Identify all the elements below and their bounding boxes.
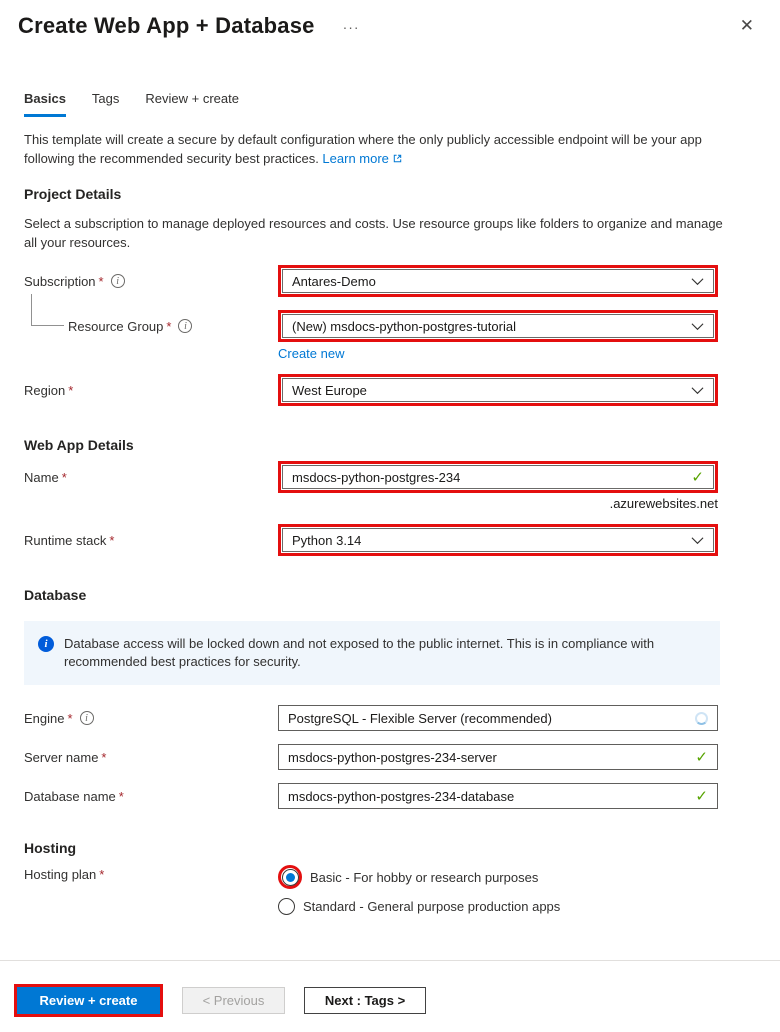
hosting-plan-options (278, 865, 718, 915)
wizard-tabs (24, 91, 780, 117)
subscription-label-group (24, 274, 278, 289)
close-icon[interactable]: ✕ (739, 16, 754, 35)
runtime-stack-value: Python 3.14 (292, 532, 362, 548)
name-label: Name * (24, 469, 67, 485)
info-filled-icon: i (38, 636, 54, 652)
hosting-plan-label: Hosting plan * (24, 867, 105, 882)
subscription-value: Antares-Demo (292, 273, 376, 289)
required-asterisk: * (61, 469, 67, 485)
chevron-down-icon (691, 274, 704, 289)
valid-check-icon: ✓ (691, 469, 704, 486)
hosting-plan-option-standard-label: Standard - General purpose production apps (303, 899, 561, 914)
hosting-plan-label-group (24, 867, 278, 882)
info-icon[interactable]: i (80, 711, 94, 725)
runtime-stack-row (24, 524, 780, 556)
database-name-field (278, 783, 718, 809)
domain-suffix-row (24, 496, 780, 511)
name-input-wrapper (282, 465, 714, 489)
previous-button[interactable]: < Previous (182, 987, 285, 1014)
valid-check-icon: ✓ (695, 788, 708, 805)
database-name-label-group (24, 789, 278, 804)
runtime-stack-field (278, 524, 718, 556)
engine-value: PostgreSQL - Flexible Server (recommended) (288, 710, 552, 726)
engine-row (24, 705, 780, 731)
region-field (278, 374, 718, 406)
chevron-down-icon (691, 319, 704, 334)
required-asterisk: * (166, 318, 172, 334)
project-details-heading: Project Details (24, 186, 122, 202)
chevron-down-icon (691, 383, 704, 398)
database-heading: Database (24, 587, 87, 603)
region-row (24, 374, 780, 406)
server-name-field (278, 744, 718, 770)
region-label-group (24, 383, 278, 398)
highlight-border (278, 310, 718, 342)
external-link-icon (392, 150, 403, 169)
resource-group-label: Resource Group * (68, 318, 172, 334)
highlight-border (278, 374, 718, 406)
server-name-row (24, 744, 780, 770)
web-app-details-heading: Web App Details (24, 437, 134, 453)
create-new-link[interactable]: Create new (278, 346, 345, 361)
next-tags-button[interactable]: Next : Tags > (304, 987, 426, 1014)
tab-tags[interactable]: Tags (91, 91, 120, 106)
required-asterisk: * (67, 710, 73, 726)
name-field (278, 461, 718, 493)
highlight-border (278, 265, 718, 297)
subscription-label: Subscription * (24, 273, 104, 289)
database-name-input[interactable] (288, 789, 687, 804)
server-name-label-group (24, 750, 278, 765)
region-value: West Europe (292, 382, 367, 398)
runtime-stack-label-group (24, 533, 278, 548)
footer-buttons (0, 961, 780, 1017)
info-icon[interactable]: i (178, 319, 192, 333)
domain-suffix: .azurewebsites.net (609, 496, 718, 511)
required-asterisk: * (109, 532, 115, 548)
tab-basics[interactable]: Basics (24, 91, 66, 117)
highlight-ring (278, 865, 302, 889)
engine-label-group (24, 711, 278, 726)
hosting-plan-row (24, 865, 780, 915)
required-asterisk: * (98, 273, 104, 289)
info-banner-text: Database access will be locked down and not exposed to the public internet. This is in compliance with recommended best practices for security. (64, 636, 655, 669)
hosting-heading: Hosting (24, 840, 77, 856)
region-label: Region * (24, 382, 74, 398)
hosting-plan-option-standard[interactable] (278, 898, 718, 915)
radio-selected-icon[interactable] (282, 869, 299, 886)
tab-review-create[interactable]: Review + create (145, 91, 239, 106)
intro-description: This template will create a secure by default configuration where the only publicly accessible endpoint will be your app following the recommended security best practices. (24, 132, 702, 166)
intro-text (24, 130, 730, 169)
region-dropdown[interactable] (282, 378, 714, 402)
create-new-row (24, 346, 780, 361)
database-form (24, 705, 780, 915)
name-row (24, 461, 780, 493)
engine-field (278, 705, 718, 731)
runtime-stack-label: Runtime stack * (24, 532, 115, 548)
radio-unselected-icon[interactable] (278, 898, 295, 915)
required-asterisk: * (68, 382, 74, 398)
server-name-input[interactable] (288, 750, 687, 765)
hosting-plan-option-basic[interactable] (278, 865, 718, 889)
valid-check-icon: ✓ (695, 749, 708, 766)
engine-label: Engine * (24, 710, 73, 726)
review-create-button[interactable]: Review + create (17, 987, 160, 1014)
database-info-banner (24, 621, 720, 685)
info-icon[interactable]: i (111, 274, 125, 288)
engine-dropdown[interactable] (278, 705, 718, 731)
database-name-input-wrapper (278, 783, 718, 809)
resource-group-row (24, 310, 780, 342)
name-input[interactable] (292, 470, 683, 485)
database-name-label: Database name * (24, 788, 124, 804)
more-options-icon[interactable]: ··· (342, 19, 360, 35)
project-details-description: Select a subscription to manage deployed resources and costs. Use resource groups like folders to organize and manage all your resources. (24, 216, 723, 250)
name-label-group (24, 470, 278, 485)
resource-group-dropdown[interactable] (282, 314, 714, 338)
highlight-border (278, 461, 718, 493)
resource-group-field (278, 310, 718, 342)
wizard-footer (0, 960, 780, 1032)
titlebar (0, 0, 780, 39)
learn-more-link[interactable]: Learn more (322, 151, 389, 166)
basics-form (24, 265, 780, 603)
required-asterisk: * (99, 867, 105, 882)
highlight-border (278, 524, 718, 556)
hosting-plan-option-basic-label: Basic - For hobby or research purposes (310, 869, 539, 885)
server-name-input-wrapper (278, 744, 718, 770)
required-asterisk: * (118, 788, 124, 804)
resource-group-value: (New) msdocs-python-postgres-tutorial (292, 318, 516, 334)
chevron-down-icon (691, 533, 704, 548)
runtime-stack-dropdown[interactable] (282, 528, 714, 552)
subscription-dropdown[interactable] (282, 269, 714, 293)
required-asterisk: * (101, 749, 107, 765)
server-name-label: Server name * (24, 749, 107, 765)
loading-spinner (695, 712, 708, 725)
hierarchy-connector-line (31, 294, 64, 326)
subscription-row (24, 265, 780, 297)
database-name-row (24, 783, 780, 809)
subscription-field (278, 265, 718, 297)
highlight-border (14, 984, 163, 1017)
page-title: Create Web App + Database (18, 13, 315, 38)
